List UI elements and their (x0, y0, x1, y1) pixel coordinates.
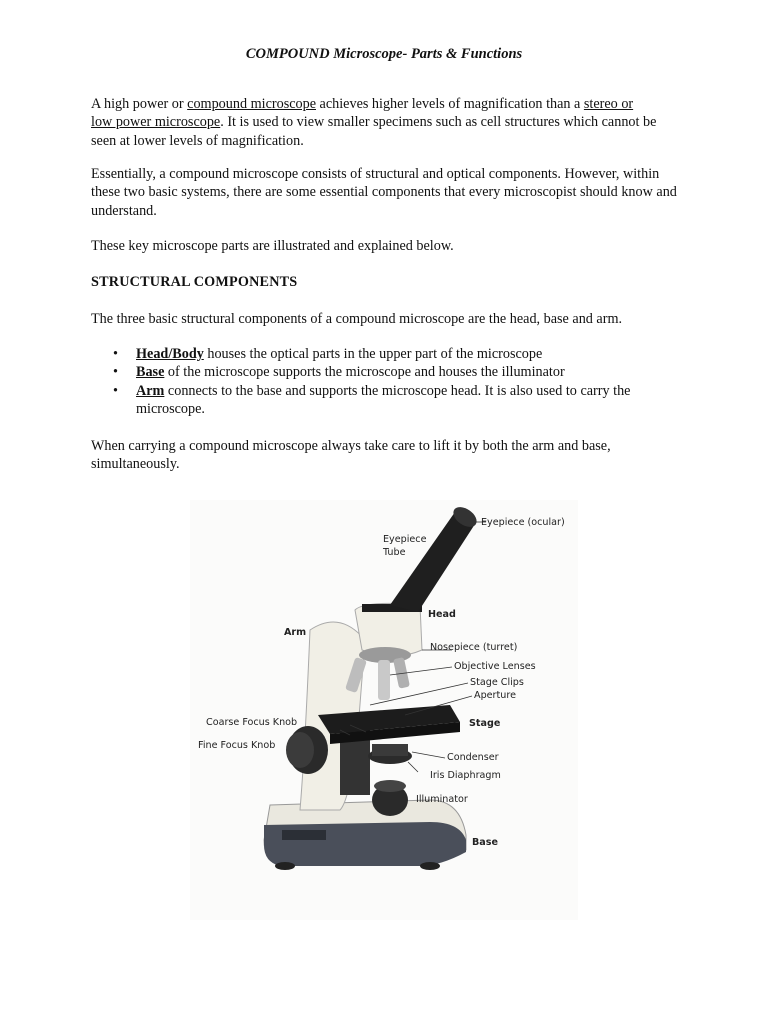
label-stage-clips: Stage Clips (470, 677, 524, 688)
label-base: Base (472, 837, 499, 848)
paragraph-key-parts: These key microscope parts are illustrated and explained below. (91, 238, 454, 254)
paragraph-carrying: When carrying a compound microscope always take care to lift it by both the arm and base, simultaneously. (91, 438, 611, 473)
label-eyepiece-tube-line2: Tube (383, 547, 406, 558)
list-item-arm: • Arm connects to the base and supports the microscope head. It is also used to carry the microscope. (113, 382, 631, 417)
list-item-head: • Head/Body houses the optical parts in the upper part of the microscope (113, 346, 543, 362)
label-iris-diaphragm: Iris Diaphragm (430, 770, 501, 781)
structural-components-list (91, 345, 681, 418)
label-objective-lenses: Objective Lenses (454, 661, 536, 672)
label-condenser: Condenser (447, 752, 499, 763)
label-fine-focus-knob: Fine Focus Knob (198, 740, 276, 751)
label-illuminator: Illuminator (416, 794, 468, 805)
label-eyepiece-ocular: Eyepiece (ocular) (481, 517, 565, 528)
intro-paragraph: A high power or compound microscope achieves higher levels of magnification than a stereo or low power microscope. It is used to view smaller specimens such as cell structures which cannot be seen at lower levels of magnification. (91, 96, 657, 149)
stereo-microscope-link[interactable]: stereo or low power microscope (91, 96, 634, 131)
label-aperture: Aperture (474, 690, 516, 701)
list-item-base: • Base of the microscope supports the microscope and houses the illuminator (113, 364, 565, 381)
label-coarse-focus-knob: Coarse Focus Knob (206, 717, 298, 728)
paragraph-three-components: The three basic structural components of a compound microscope are the head, base and arm. (91, 311, 623, 327)
document-title: COMPOUND Microscope- Parts & Functions (245, 46, 523, 62)
label-arm: Arm (284, 627, 307, 638)
microscope-illustration (190, 500, 578, 920)
label-head: Head (428, 609, 456, 620)
paragraph-components: Essentially, a compound microscope consists of structural and optical components. However, within these two basic systems, there are some essential components that every microscopist should know and understand. (91, 166, 677, 219)
label-eyepiece-tube-line1: Eyepiece (383, 534, 427, 545)
microscope-diagram (190, 500, 578, 920)
label-nosepiece: Nosepiece (turret) (430, 642, 518, 653)
label-stage: Stage (469, 718, 501, 729)
compound-microscope-link[interactable]: compound microscope (187, 96, 316, 112)
section-heading-structural: STRUCTURAL COMPONENTS (91, 274, 298, 290)
